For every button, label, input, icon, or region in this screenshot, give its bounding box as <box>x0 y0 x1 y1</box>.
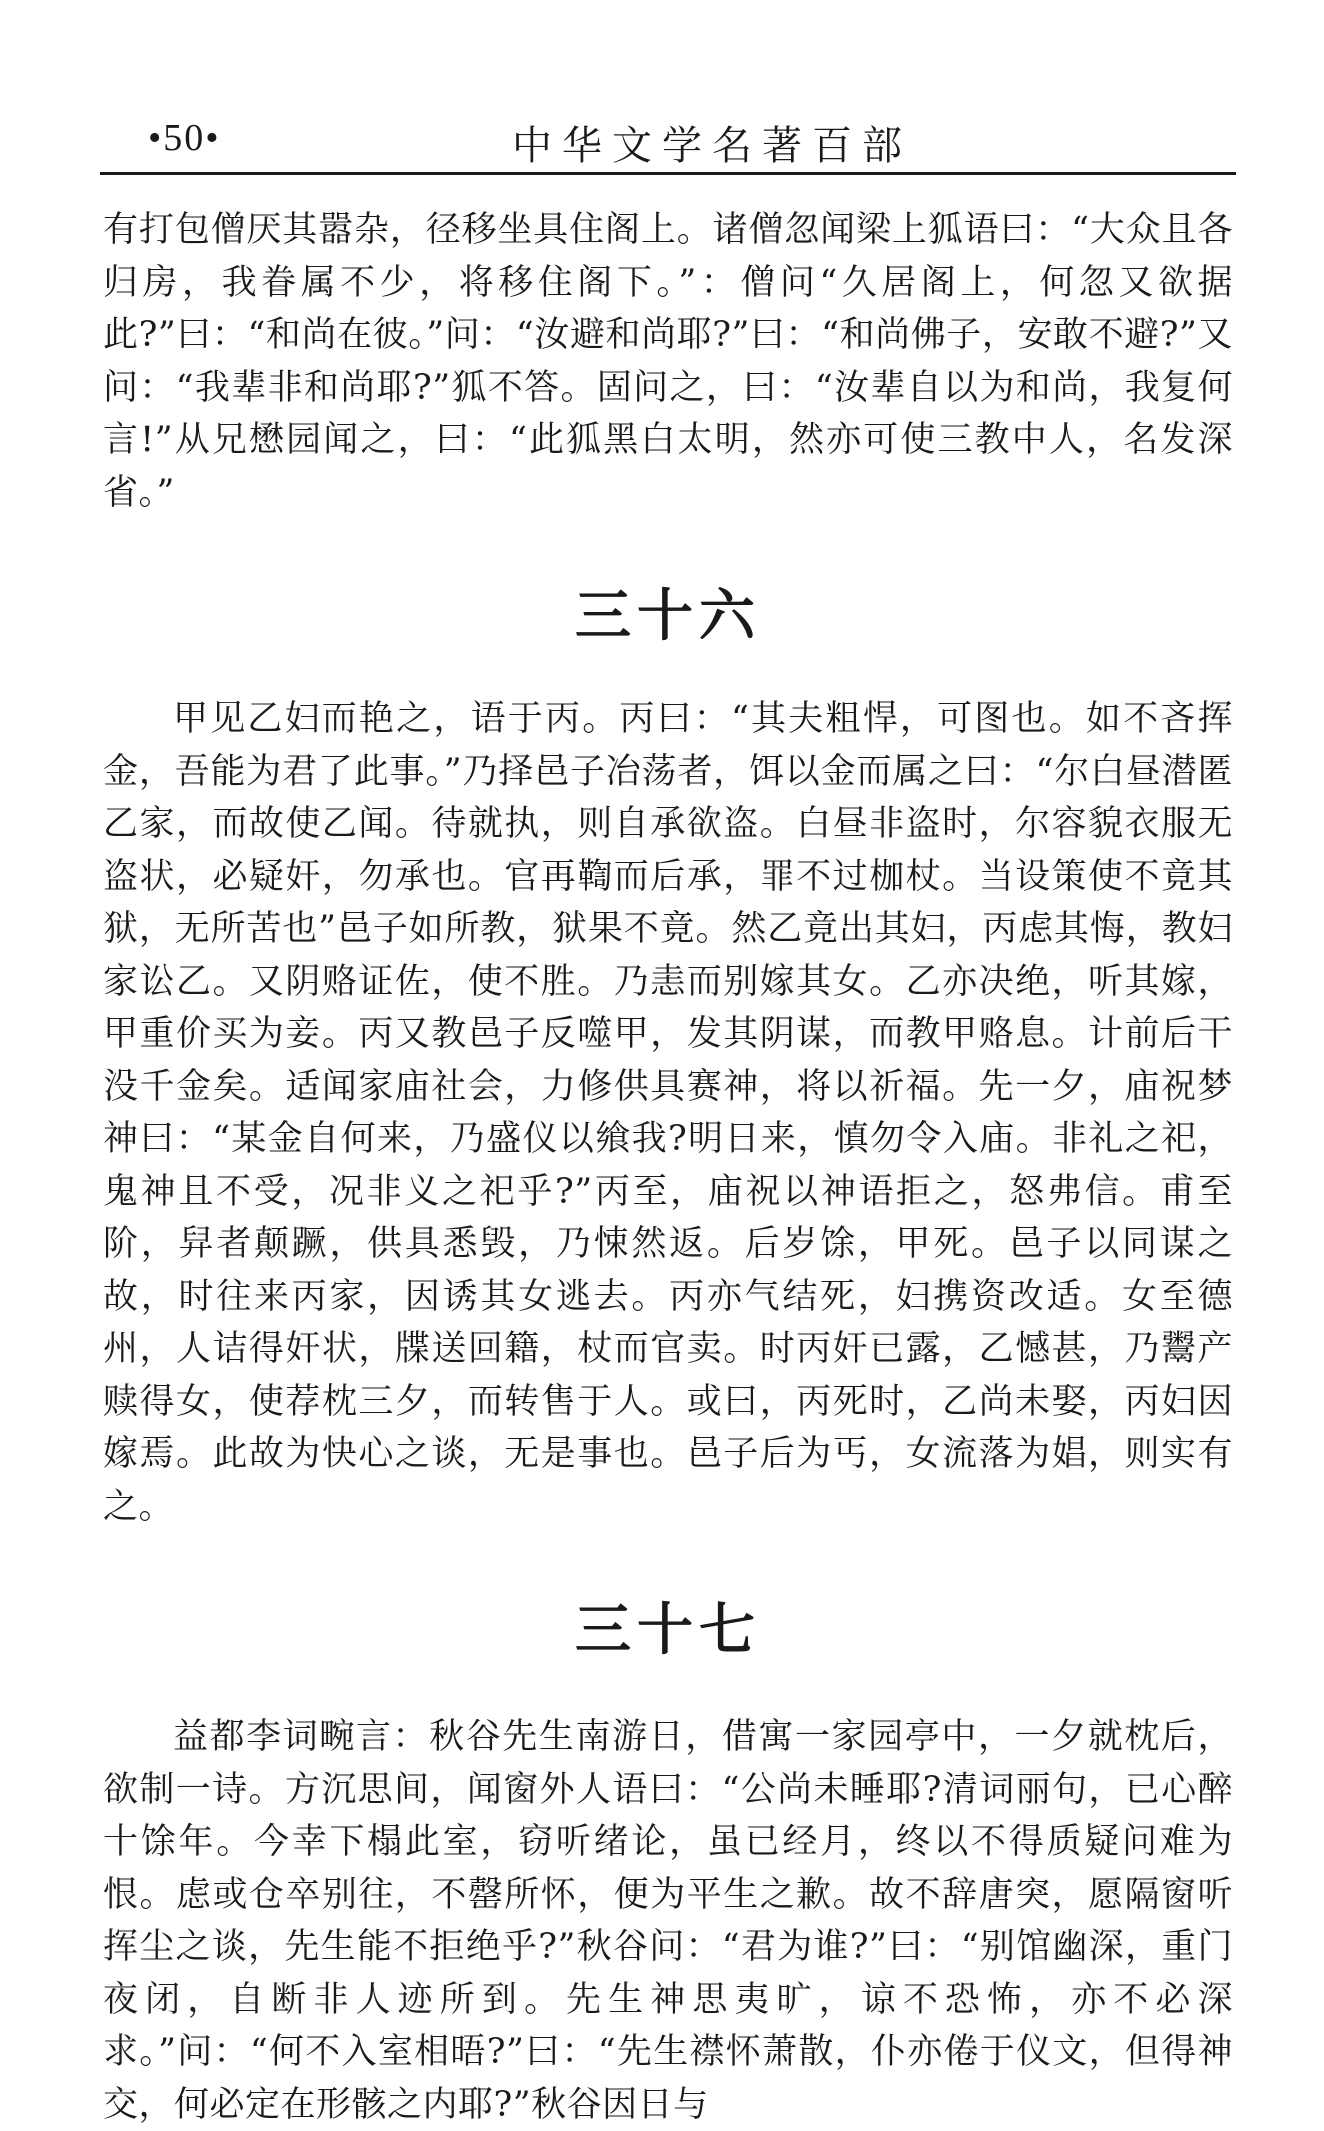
page-body <box>103 204 1233 2131</box>
page-header <box>100 100 1236 175</box>
section-37-paragraph: 益都李词畹言：秋谷先生南游日，借寓一家园亭中，一夕就枕后，欲制一诗。方沉思间，闻窗外人语曰：“公尚未睡耶?清词丽句，已心醉十馀年。今幸下榻此室，窃听绪论，虽已经月，终以不得质疑问难为恨。虑或仓卒别往，不罄所怀，便为平生之歉。故不辞唐突，愿隔窗听挥尘之谈，先生能不拒绝乎?”秋谷问：“君为谁?”曰：“别馆幽深，重门夜闭，自断非人迹所到。先生神思夷旷，谅不恐怖，亦不必深求。”问：“何不入室相晤?”曰：“先生襟怀萧散，仆亦倦于仪文，但得神交，何必定在形骸之内耶?”秋谷因日与 <box>103 1717 1233 2125</box>
section-35-paragraph: 有打包僧厌其嚣杂，径移坐具住阁上。诸僧忽闻梁上狐语曰：“大众且各归房，我眷属不少，将移住阁下。”：僧问“久居阁上，何忽又欲据此?”曰：“和尚在彼。”问：“汝避和尚耶?”曰：“和尚佛子，安敢不避?”又问：“我辈非和尚耶?”狐不答。固问之，曰：“汝辈自以为和尚，我复何言!”从兄懋园闻之，曰：“此狐黑白太明，然亦可使三教中人，名发深省。” <box>103 210 1233 513</box>
page-number: •50• <box>148 117 221 159</box>
section-heading-37: 三十七 <box>575 1598 761 1663</box>
section-heading-36: 三十六 <box>575 584 761 649</box>
section-36-paragraph: 甲见乙妇而艳之，语于丙。丙曰：“其夫粗悍，可图也。如不吝挥金，吾能为君了此事。”乃择邑子冶荡者，饵以金而属之曰：“尔白昼潜匿乙家，而故使乙闻。待就执，则自承欲盗。白昼非盗时，尔容貌衣服无盗状，必疑奸，勿承也。官再鞫而后承，罪不过枷杖。当设策使不竟其狱，无所苦也”邑子如所教，狱果不竟。然乙竟出其妇，丙虑其悔，教妇家讼乙。又阴赂证佐，使不胜。乃恚而别嫁其女。乙亦决绝，听其嫁，甲重价买为妾。丙又教邑子反噬甲，发其阴谋，而教甲赂息。计前后干没千金矣。适闻家庙社会，力修供具赛神，将以祈福。先一夕，庙祝梦神曰：“某金自何来，乃盛仪以飨我?明日来，慎勿令入庙。非礼之祀，鬼神且不受，况非义之祀乎?”丙至，庙祝以神语拒之，怒弗信。甫至阶，舁者颠蹶，供具悉毁，乃悚然返。后岁馀，甲死。邑子以同谋之故，时往来丙家，因诱其女逃去。丙亦气结死，妇携资改适。女至德州，人诘得奸状，牒送回籍，杖而官卖。时丙奸已露，乙憾甚，乃鬻产赎得女，使荐枕三夕，而转售于人。或曰，丙死时，乙尚未娶，丙妇因嫁焉。此故为快心之谈，无是事也。邑子后为丐，女流落为娼，则实有之。 <box>103 699 1233 1527</box>
book-title: 中华文学名著百部 <box>512 123 912 169</box>
